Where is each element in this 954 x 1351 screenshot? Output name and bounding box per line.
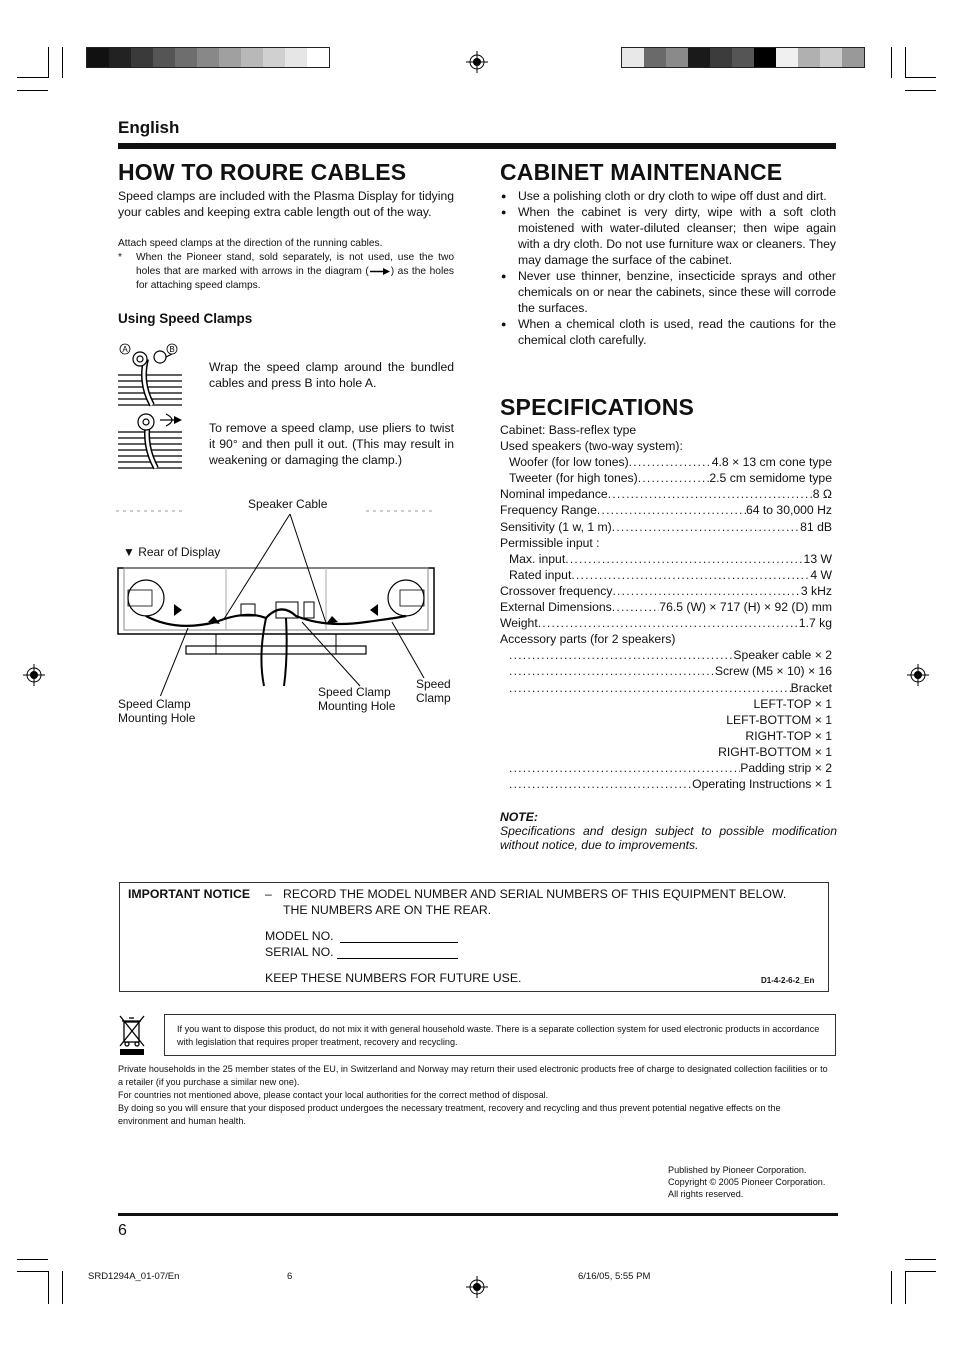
spec-label: Frequency Range: [500, 503, 597, 518]
color-swatch: [307, 48, 329, 67]
color-swatch: [285, 48, 307, 67]
page-number: 6: [118, 1222, 127, 1239]
spec-row: [500, 486, 832, 502]
list-item: ● Never use thinner, benzine, insecticide sprays and other chemicals on or near the cabinets, since these will corrode the surfaces.: [500, 268, 836, 316]
clamp-label-a: A: [122, 345, 128, 354]
rear-of-display-label: ▼ Rear of Display: [123, 545, 221, 559]
spec-value: 81 dB: [800, 519, 832, 534]
model-no-line: [340, 942, 458, 943]
spec-value: Speaker cable × 2: [733, 648, 832, 663]
bracket-item: RIGHT-TOP × 1: [745, 728, 832, 743]
dot-leader: [509, 680, 791, 696]
spec-plain-row: Permissible input :: [500, 535, 600, 550]
spec-value: 4 W: [810, 567, 832, 582]
spec-value: 64 to 30,000 Hz: [745, 503, 832, 518]
spec-group-1: [500, 454, 832, 534]
color-swatch: [263, 48, 285, 67]
spec-label: Rated input: [509, 567, 572, 582]
publisher-line-1: Published by Pioneer Corporation.: [668, 1165, 807, 1175]
color-swatch: [241, 48, 263, 67]
dot-leader: [597, 502, 746, 518]
notice-dash: –: [265, 887, 272, 901]
color-swatch: [710, 48, 732, 67]
disposal-paragraph-3: By doing so you will ensure that your disposed product undergoes the necessary treatment, recovery and recycling and thus prevent potential negative effects on the environment and human health.: [118, 1103, 781, 1126]
spec-group-4: [500, 760, 832, 792]
clamp-hole-mid-label: Speed Clamp Mounting Hole: [318, 685, 396, 713]
spec-value: 2.5 cm semidome type: [709, 471, 832, 486]
list-item: ● When a chemical cloth is used, read the cautions for the chemical cloth carefully.: [500, 316, 836, 348]
spec-value: 4.8 × 13 cm cone type: [711, 455, 832, 470]
spec-label: Sensitivity (1 w, 1 m): [500, 519, 612, 534]
dot-leader: [509, 647, 733, 663]
doc-id: SRD1294A_01-07/En: [88, 1271, 180, 1282]
stand-note: [136, 251, 454, 293]
publisher-line-3: All rights reserved.: [668, 1189, 744, 1199]
note-star: *: [118, 252, 122, 263]
spec-label: Nominal impedance: [500, 487, 608, 502]
registration-mark-bottom: [466, 1276, 488, 1298]
color-swatch: [131, 48, 153, 67]
color-swatch: [153, 48, 175, 67]
spec-value: 8 Ω: [812, 487, 832, 502]
color-swatch: [754, 48, 776, 67]
spec-value: Bracket: [790, 680, 832, 695]
color-swatch: [87, 48, 109, 67]
dot-leader: [612, 583, 800, 599]
dot-leader: [612, 599, 660, 615]
color-swatch: [688, 48, 710, 67]
spec-row: [500, 470, 832, 486]
arrow-icon: [369, 267, 391, 276]
crossed-bin-icon: [118, 1014, 146, 1056]
spec-value: 1.7 kg: [798, 616, 832, 631]
color-bar-left: [86, 47, 330, 68]
wrap-instructions: Wrap the speed clamp around the bundled cables and press B into hole A.: [209, 360, 454, 390]
stand-note-a: When the Pioneer stand, sold separately, is not used, use the two holes that are marked with arrows in the diagram (: [136, 252, 454, 277]
color-swatch: [666, 48, 688, 67]
spec-row: [500, 663, 832, 679]
spec-row: [500, 519, 832, 535]
spec-row: [500, 551, 832, 567]
route-cables-title: HOW TO ROURE CABLES: [118, 159, 407, 185]
color-swatch: [776, 48, 798, 67]
color-swatch: [622, 48, 644, 67]
weee-notice-box: If you want to dispose this product, do not mix it with general household waste. There is a separate collection system for used electronic products in accordance with legislation that requires proper treatment, recovery and recycling.: [164, 1014, 836, 1056]
color-swatch: [798, 48, 820, 67]
sheet-number: 6: [287, 1271, 293, 1282]
spec-value: 13 W: [803, 551, 832, 566]
dot-leader: [538, 615, 799, 631]
spec-value: Screw (M5 × 10) × 16: [714, 664, 832, 679]
registration-mark-left: [23, 664, 45, 686]
clamp-label-b: B: [169, 345, 175, 354]
important-notice-box: [119, 882, 829, 992]
dot-leader: [629, 454, 712, 470]
spec-row: [500, 599, 832, 615]
clamp-hole-left-label: Speed Clamp Mounting Hole: [118, 697, 196, 725]
spec-row: [500, 680, 832, 696]
language-label: English: [118, 118, 180, 137]
notice-code: D1-4-2-6-2_En: [761, 976, 815, 985]
dot-leader: [509, 776, 692, 792]
spec-value: Padding strip × 2: [740, 760, 832, 775]
print-date: 6/16/05, 5:55 PM: [578, 1271, 651, 1282]
speaker-cable-label: Speaker Cable: [248, 497, 328, 511]
using-speed-clamps-heading: Using Speed Clamps: [118, 311, 253, 326]
cabinet-maintenance-title: CABINET MAINTENANCE: [500, 159, 783, 185]
spec-row: [500, 567, 832, 583]
dot-leader: [608, 486, 813, 502]
list-item: ● When the cabinet is very dirty, wipe with a soft cloth moistened with water-diluted cleanser; then wipe again with a dry cloth. Do not use furniture wax or cleaners. They may damage the surface of the cabinet.: [500, 204, 836, 268]
spec-label: External Dimensions: [500, 600, 612, 615]
bracket-item: RIGHT-BOTTOM × 1: [718, 744, 832, 759]
serial-no-line: [337, 958, 458, 959]
list-item: ● Use a polishing cloth or dry cloth to wipe off dust and dirt.: [500, 188, 836, 204]
notice-line-1: RECORD THE MODEL NUMBER AND SERIAL NUMBERS OF THIS EQUIPMENT BELOW.: [283, 887, 787, 901]
notice-line-2: THE NUMBERS ARE ON THE REAR.: [283, 903, 492, 917]
dot-leader: [565, 551, 803, 567]
specifications-list: [500, 422, 832, 792]
important-notice-label: IMPORTANT NOTICE: [128, 887, 251, 901]
spec-label: Woofer (for low tones): [509, 455, 629, 470]
color-swatch: [732, 48, 754, 67]
dot-leader: [638, 470, 710, 486]
spec-row: [500, 583, 832, 599]
dot-leader: [571, 567, 810, 583]
spec-label: Crossover frequency: [500, 583, 613, 598]
spec-value: Operating Instructions × 1: [692, 777, 832, 792]
disposal-info: [118, 1063, 830, 1128]
bracket-item: LEFT-TOP × 1: [753, 696, 832, 711]
disposal-paragraph-1: Private households in the 25 member states of the EU, in Switzerland and Norway may return their used electronic products free of charge to designated collection facilities or to a retailer (if you purchase a similar new one).: [118, 1064, 828, 1087]
color-swatch: [644, 48, 666, 67]
color-swatch: [109, 48, 131, 67]
registration-mark-right: [907, 664, 929, 686]
publisher-info: [668, 1164, 825, 1200]
spec-row: [500, 647, 832, 663]
color-swatch: [842, 48, 864, 67]
spec-row: [500, 615, 832, 631]
specifications-title: SPECIFICATIONS: [500, 394, 695, 420]
spec-value: 3 kHz: [800, 583, 832, 598]
color-swatch: [820, 48, 842, 67]
rear-of-display-diagram: [116, 506, 460, 696]
footer-rule: [118, 1213, 838, 1216]
model-no-label: MODEL NO.: [265, 929, 334, 943]
spec-plain-row: Cabinet: Bass-reflex type: [500, 423, 637, 437]
spec-label: Tweeter (for high tones): [509, 471, 638, 486]
speed-clamp-label: Speed Clamp: [416, 677, 451, 705]
disposal-paragraph-2: For countries not mentioned above, please contact your local authorities for the correct method of disposal.: [118, 1090, 549, 1100]
spec-row: [500, 776, 832, 792]
color-swatch: [197, 48, 219, 67]
spec-group-2: [500, 551, 832, 631]
dot-leader: [509, 663, 715, 679]
cabinet-maintenance-list: [500, 188, 836, 348]
header-rule: [118, 143, 836, 149]
remove-instructions: To remove a speed clamp, use pliers to twist it 90° and then pull it out. (This may result in weakening or damaging the clamp.): [209, 421, 454, 467]
spec-row: [500, 760, 832, 776]
clamp-wrap-illustration: [116, 343, 184, 409]
registration-mark-top: [466, 51, 488, 73]
clamp-remove-illustration: [116, 410, 184, 472]
dot-leader: [509, 760, 740, 776]
bracket-items: [500, 696, 832, 760]
spec-value: 76.5 (W) × 717 (H) × 92 (D) mm: [659, 600, 832, 615]
dot-leader: [612, 519, 800, 535]
spec-group-3: [500, 647, 832, 695]
stand-note-b: ) as the holes for attaching speed clamps.: [136, 266, 454, 291]
spec-label: Max. input: [509, 551, 566, 566]
spec-row: [500, 502, 832, 518]
publisher-line-2: Copyright © 2005 Pioneer Corporation.: [668, 1177, 826, 1187]
route-intro: Speed clamps are included with the Plasma Display for tidying your cables and keeping extra cable length out of the way.: [118, 189, 455, 219]
serial-no-label: SERIAL NO.: [265, 945, 334, 959]
note-body: Specifications and design subject to possible modification without notice, due to improvements.: [500, 824, 837, 852]
keep-numbers-text: KEEP THESE NUMBERS FOR FUTURE USE.: [265, 971, 522, 985]
color-swatch: [219, 48, 241, 67]
spec-label: Weight: [500, 616, 538, 631]
color-swatch: [175, 48, 197, 67]
spec-row: [500, 454, 832, 470]
bracket-item: LEFT-BOTTOM × 1: [726, 712, 832, 727]
note-heading: NOTE:: [500, 810, 538, 824]
spec-plain-row: Used speakers (two-way system):: [500, 439, 683, 454]
color-bar-right: [621, 47, 865, 68]
attach-text: Attach speed clamps at the direction of the running cables.: [118, 238, 383, 249]
spec-plain-row: Accessory parts (for 2 speakers): [500, 632, 676, 647]
